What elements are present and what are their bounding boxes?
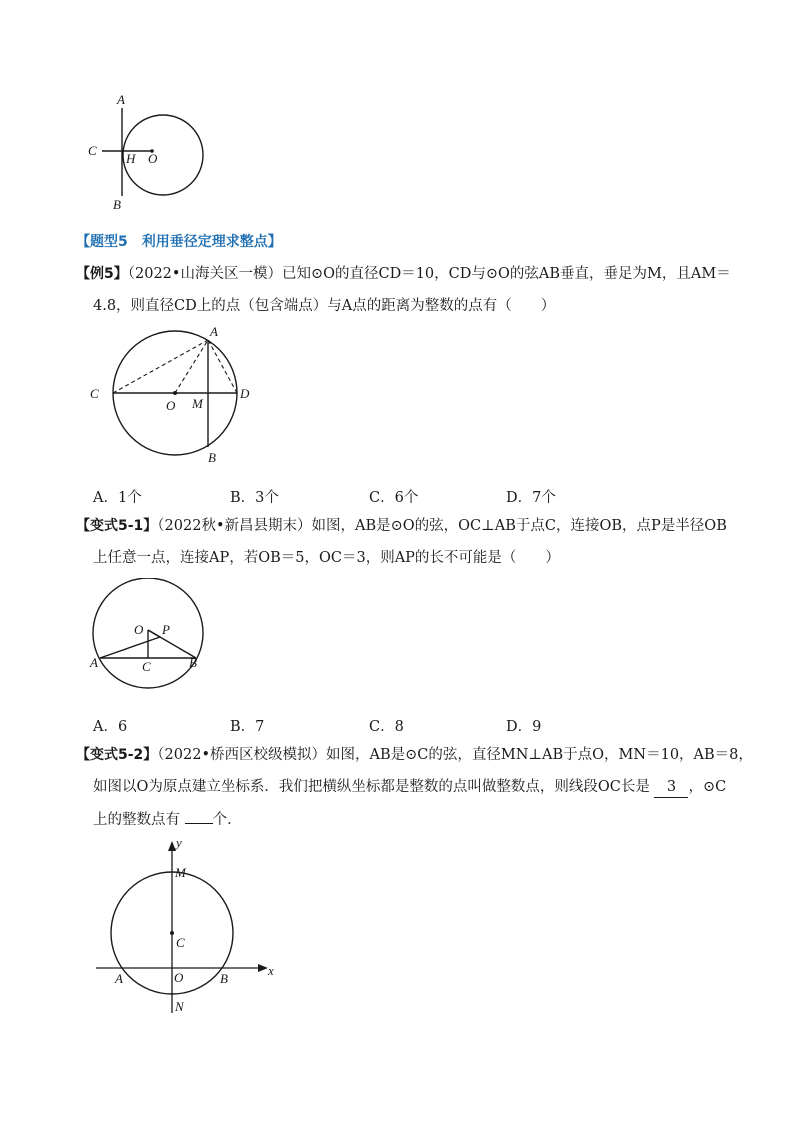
variant52-line2	[93, 777, 726, 798]
label-m: M	[175, 865, 186, 880]
variant52-line1	[76, 745, 753, 765]
variant51-tag: 【变式5-1】	[76, 518, 158, 534]
variant52-line3	[93, 809, 242, 830]
label-x: x	[268, 963, 274, 978]
answer-blank-oc: 3	[654, 777, 688, 798]
label-p: P	[162, 622, 170, 637]
example5-tag: 【例5】	[76, 266, 128, 282]
example5-option-b: B．3个	[230, 490, 279, 506]
figure-circle-chord-ab-h	[80, 88, 220, 213]
label-b: B	[113, 197, 121, 212]
label-a: A	[210, 324, 218, 339]
variant52-text-line3: 上的整数点有	[93, 812, 185, 828]
figure-example5	[80, 322, 270, 467]
variant52-text-line3-end: 个．	[212, 812, 242, 828]
example5-option-d: D．7个	[506, 490, 556, 506]
label-a: A	[117, 92, 125, 107]
label-o: O	[134, 622, 144, 637]
example5-option-a: A．1个	[93, 490, 142, 506]
label-m: M	[192, 396, 203, 411]
label-c: C	[90, 386, 99, 401]
variant51-option-c: C．8	[369, 719, 404, 735]
example5-text-line1: （2022•山海关区一模）已知⊙O的直径CD＝10，CD与⊙O的弦AB垂直，垂足为M，且AM＝	[127, 266, 731, 282]
variant52-text-line1: （2022•桥西区校级模拟）如图，AB是⊙C的弦，直径MN⊥AB于点O，MN＝10，AB＝8，	[157, 747, 753, 763]
label-a: A	[90, 655, 98, 670]
answer-blank-count	[185, 809, 213, 824]
label-c: C	[88, 143, 97, 158]
label-c: C	[176, 935, 185, 950]
variant51-option-a: A．6	[93, 719, 128, 735]
label-y: y	[176, 835, 182, 850]
label-o: O	[166, 398, 176, 413]
figure-variant51	[82, 578, 222, 708]
label-d: D	[240, 386, 250, 401]
example5-option-c: C．6个	[369, 490, 419, 506]
variant52-text-line2: 如图以O为原点建立坐标系．我们把横纵坐标都是整数的点叫做整数点，则线段OC长是	[93, 779, 655, 795]
label-a: A	[115, 971, 123, 986]
label-o: O	[148, 151, 158, 166]
label-b: B	[208, 450, 216, 465]
variant51-text-line1: （2022秋•新昌县期末）如图，AB是⊙O的弦，OC⊥AB于点C，连接OB，点P是半径OB	[157, 518, 727, 534]
variant51-line1	[76, 516, 727, 536]
example5-line1	[76, 264, 731, 284]
label-h: H	[126, 151, 136, 166]
variant51-option-d: D．9	[506, 719, 542, 735]
section-title: 【题型5 利用垂径定理求整点】	[76, 234, 282, 250]
label-b: B	[220, 971, 228, 986]
variant52-text-line2-end: ，⊙C	[688, 779, 727, 795]
variant52-tag: 【变式5-2】	[76, 747, 158, 763]
label-c: C	[142, 659, 151, 674]
figure-variant52	[90, 835, 290, 1020]
label-b: B	[189, 655, 197, 670]
variant51-line2: 上任意一点，连接AP，若OB＝5，OC＝3，则AP的长不可能是（ ）	[93, 550, 560, 566]
example5-line2: 4.8，则直径CD上的点（包含端点）与A点的距离为整数的点有（ ）	[93, 298, 556, 314]
label-o: O	[174, 970, 184, 985]
label-n: N	[175, 999, 184, 1014]
variant51-option-b: B．7	[230, 719, 265, 735]
